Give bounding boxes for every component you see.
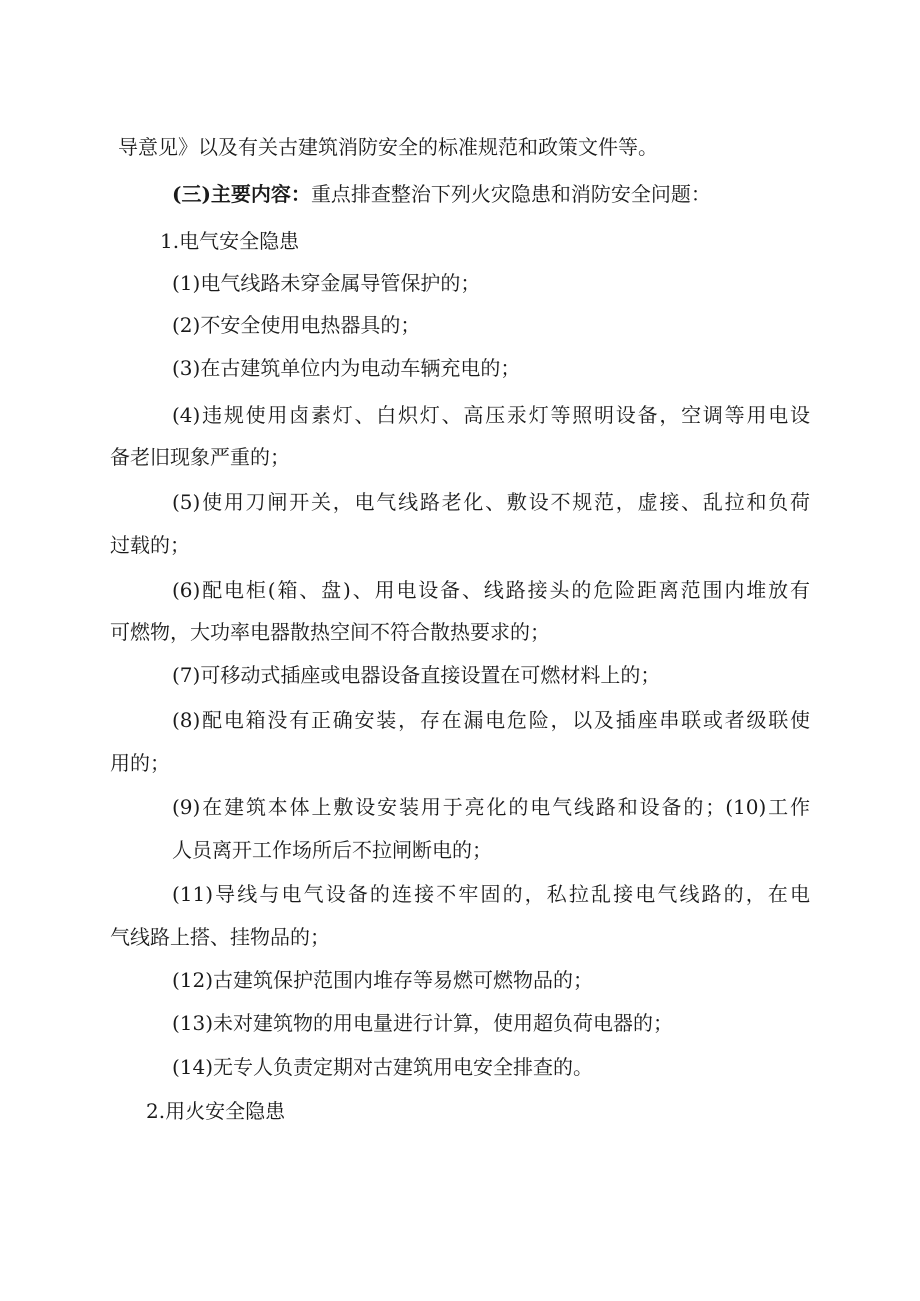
text-line: 导意见》以及有关古建筑消防安全的标准规范和政策文件等。 <box>118 135 658 159</box>
list-item-continuation: 人员离开工作场所后不拉闸断电的； <box>172 838 492 862</box>
list-item-continuation: 气线路上搭、挂物品的； <box>110 925 330 949</box>
list-item-continuation: 过载的； <box>110 533 190 557</box>
list-item: (2)不安全使用电热器具的； <box>172 313 421 337</box>
list-item <box>172 487 810 517</box>
list-item-continuation: 可燃物，大功率电器散热空间不符合散热要求的； <box>110 620 550 644</box>
list-item: (7)可移动式插座或电器设备直接设置在可燃材料上的； <box>172 663 661 687</box>
section-heading <box>172 179 711 209</box>
subsection-heading: 1.电气安全隐患 <box>160 229 300 253</box>
list-item-text: (11)导线与电气设备的连接不牢固的，私拉乱接电气线路的，在电 <box>172 882 810 906</box>
list-item: (14)无专人负责定期对古建筑用电安全排查的。 <box>172 1055 594 1079</box>
list-item <box>172 400 810 430</box>
list-item-continuation: 用的； <box>110 751 170 775</box>
section-heading-label: (三)主要内容： <box>172 182 311 206</box>
list-item <box>172 879 810 909</box>
list-item: (1)电气线路未穿金属导管保护的； <box>172 271 481 295</box>
list-item-text: (8)配电箱没有正确安装，存在漏电危险，以及插座串联或者级联使 <box>172 708 810 732</box>
list-item <box>172 792 810 822</box>
list-item-text: (4)违规使用卤素灯、白炽灯、高压汞灯等照明设备，空调等用电设 <box>172 403 810 427</box>
list-item: (3)在古建筑单位内为电动车辆充电的； <box>172 356 521 380</box>
list-item-text: (6)配电柜(箱、盘)、用电设备、线路接头的危险距离范围内堆放有 <box>172 578 810 602</box>
list-item: (13)未对建筑物的用电量进行计算，使用超负荷电器的； <box>172 1011 674 1035</box>
section-heading-text: 重点排查整治下列火灾隐患和消防安全问题： <box>310 182 711 206</box>
list-item: (12)古建筑保护范围内堆存等易燃可燃物品的； <box>172 968 594 992</box>
list-item-text: (5)使用刀闸开关，电气线路老化、敷设不规范，虚接、乱拉和负荷 <box>172 490 810 514</box>
subsection-heading: 2.用火安全隐患 <box>146 1099 286 1123</box>
list-item <box>172 705 810 735</box>
list-item <box>172 575 810 605</box>
list-item-continuation: 备老旧现象严重的； <box>110 445 290 469</box>
list-item-text: (9)在建筑本体上敷设安装用于亮化的电气线路和设备的；(10)工作 <box>172 795 810 819</box>
